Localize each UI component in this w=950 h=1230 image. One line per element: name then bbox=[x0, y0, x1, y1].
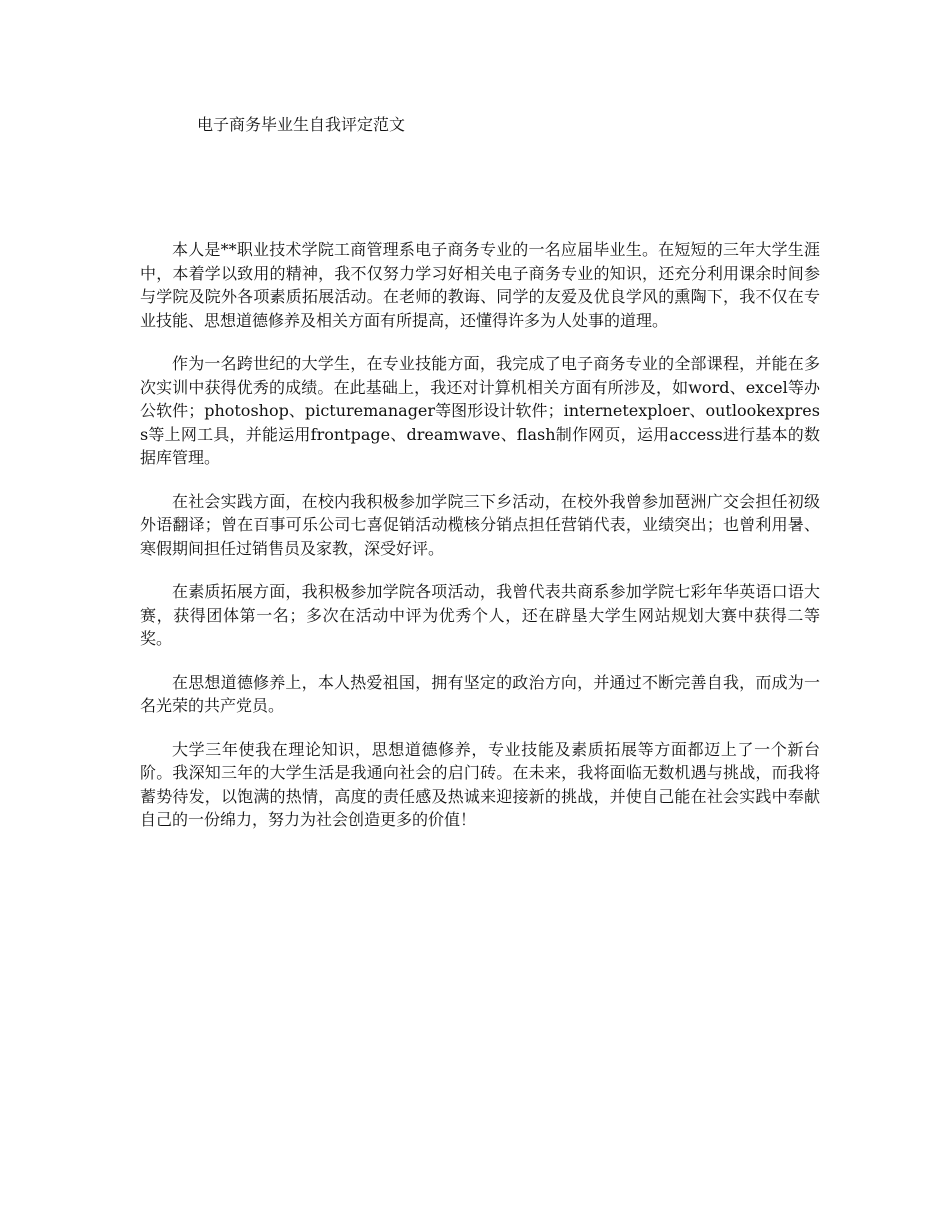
paragraph-conclusion: 大学三年使我在理论知识，思想道德修养，专业技能及素质拓展等方面都迈上了一个新台阶。我深知三年的大学生活是我通向社会的启门砖。在未来，我将面临无数机遇与挑战，而我将蓄势待发，以饱满的热情，高度的责任感及热诚来迎接新的挑战，并使自己能在社会实践中奉献自己的一份绵力，努力为社会创造更多的价值！ bbox=[140, 739, 820, 829]
paragraph-moral-cultivation: 在思想道德修养上，本人热爱祖国，拥有坚定的政治方向，并通过不断完善自我，而成为一名光荣的共产党员。 bbox=[140, 672, 820, 715]
paragraph-quality-development: 在素质拓展方面，我积极参加学院各项活动，我曾代表共商系参加学院七彩年华英语口语大赛，获得团体第一名；多次在活动中评为优秀个人，还在辟垦大学生网站规划大赛中获得二等奖。 bbox=[140, 582, 820, 648]
document-body bbox=[140, 238, 820, 852]
document-title: 电子商务毕业生自我评定范文 bbox=[197, 115, 406, 134]
paragraph-professional-skills: 作为一名跨世纪的大学生，在专业技能方面，我完成了电子商务专业的全部课程，并能在多次实训中获得优秀的成绩。在此基础上，我还对计算机相关方面有所涉及，如word、excel等办公软件；photoshop、picturemanager等图形设计软件；internetexploer、outlookexpress等上网工具，并能运用frontpage、dreamwave、flash制作网页，运用access进行基本的数据库管理。 bbox=[140, 354, 820, 467]
paragraph-introduction: 本人是**职业技术学院工商管理系电子商务专业的一名应届毕业生。在短短的三年大学生涯中，本着学以致用的精神，我不仅努力学习好相关电子商务专业的知识，还充分利用课余时间参与学院及院外各项素质拓展活动。在老师的教诲、同学的友爱及优良学风的熏陶下，我不仅在专业技能、思想道德修养及相关方面有所提高，还懂得许多为人处事的道理。 bbox=[140, 240, 820, 330]
paragraph-social-practice: 在社会实践方面，在校内我积极参加学院三下乡活动，在校外我曾参加琶洲广交会担任初级外语翻译；曾在百事可乐公司七喜促销活动榄核分销点担任营销代表，业绩突出；也曾利用暑、寒假期间担任过销售员及家教，深受好评。 bbox=[140, 491, 820, 558]
